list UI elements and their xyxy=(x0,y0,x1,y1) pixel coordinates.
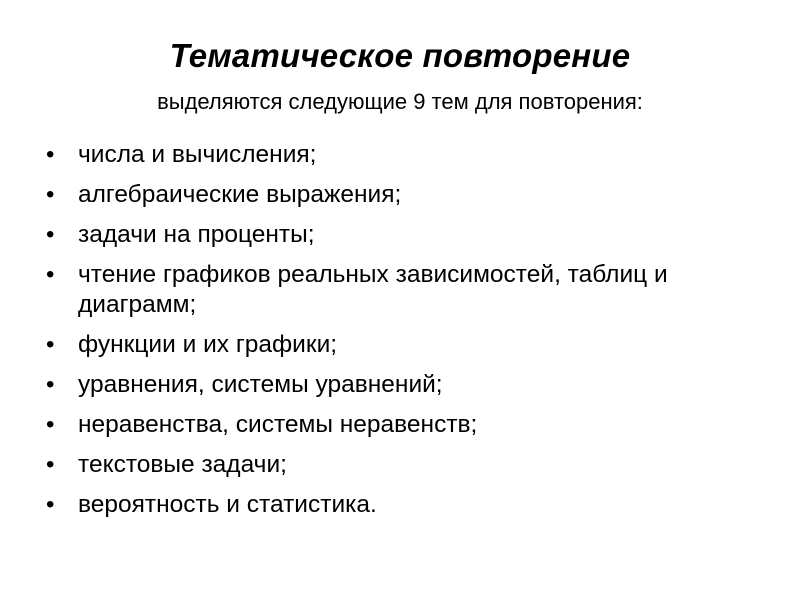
topic-item xyxy=(44,180,764,210)
bullet-icon: • xyxy=(46,141,55,168)
topic-text: уравнения, системы уравнений; xyxy=(78,371,443,398)
slide-subtitle: выделяются следующие 9 тем для повторения: xyxy=(157,89,643,114)
topic-text: функции и их графики; xyxy=(78,331,338,358)
topic-list xyxy=(44,140,764,530)
topic-text: задачи на проценты; xyxy=(78,221,315,248)
topic-item xyxy=(44,260,764,320)
bullet-icon: • xyxy=(46,411,55,438)
bullet-icon: • xyxy=(46,491,55,518)
topic-text: числа и вычисления; xyxy=(78,141,317,168)
topic-text: вероятность и статистика. xyxy=(78,491,377,518)
bullet-icon: • xyxy=(46,221,55,248)
topic-text: неравенства, системы неравенств; xyxy=(78,411,478,438)
topic-item xyxy=(44,220,764,250)
topic-item xyxy=(44,490,764,520)
bullet-icon: • xyxy=(46,451,55,478)
topic-text: чтение графиков реальных зависимостей, таблиц и диаграмм; xyxy=(78,261,668,318)
bullet-icon: • xyxy=(46,331,55,358)
topic-item xyxy=(44,370,764,400)
topic-item xyxy=(44,140,764,170)
topic-item xyxy=(44,330,764,360)
topic-item xyxy=(44,410,764,440)
bullet-icon: • xyxy=(46,261,55,288)
slide-title: Тематическое повторение xyxy=(169,37,631,74)
bullet-icon: • xyxy=(46,371,55,398)
topic-item xyxy=(44,450,764,480)
bullet-icon: • xyxy=(46,181,55,208)
topic-text: текстовые задачи; xyxy=(78,451,287,478)
topic-text: алгебраические выражения; xyxy=(78,181,402,208)
